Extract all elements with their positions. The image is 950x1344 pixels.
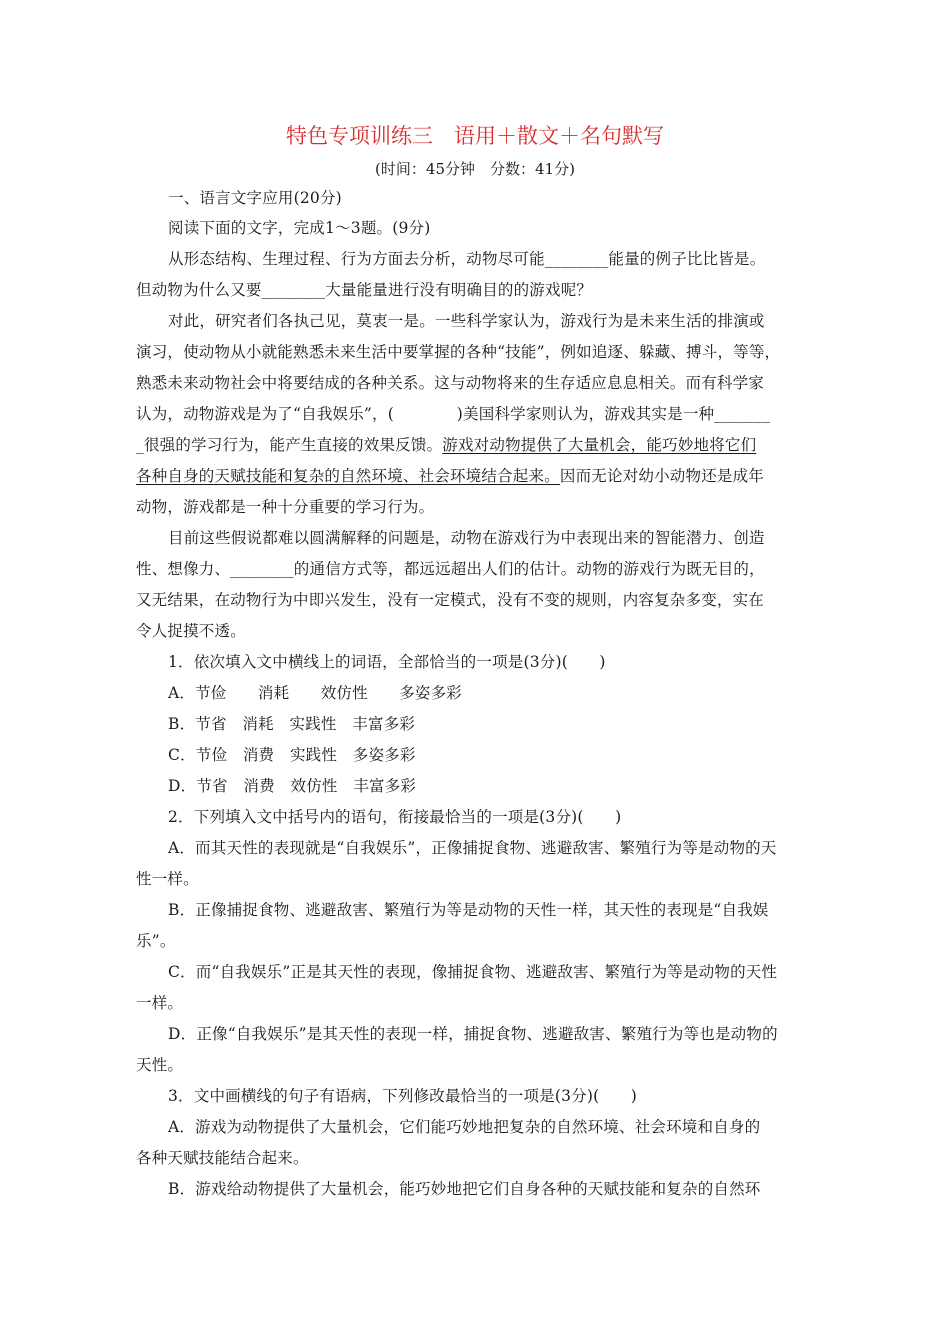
time-score-info: (时间：45分钟 分数：41分) xyxy=(375,160,575,178)
option-b: B．节省 消耗 实践性 丰富多彩 xyxy=(168,715,416,733)
passage-text: 因而无论对幼小动物还是成年 xyxy=(559,467,765,485)
option-d: D．节省 消费 效仿性 丰富多彩 xyxy=(168,777,417,795)
option-d: D．正像“自我娱乐”是其天性的表现一样，捕捉食物、逃避敌害、繁殖行为等也是动物的 xyxy=(168,1025,778,1043)
underlined-sentence: 游戏对动物提供了大量机会，能巧妙地将它们 xyxy=(442,436,757,454)
option-a: A．节俭 消耗 效仿性 多姿多彩 xyxy=(168,684,462,702)
reading-instruction: 阅读下面的文字，完成1～3题。(9分) xyxy=(168,219,431,237)
passage-line: 目前这些假说都难以圆满解释的问题是，动物在游戏行为中表现出来的智能潜力、创造 xyxy=(168,529,765,547)
passage-line: 从形态结构、生理过程、行为方面去分析，动物尽可能________能量的例子比比皆是。 xyxy=(168,250,766,268)
option-a: A．而其天性的表现就是“自我娱乐”，正像捕捉食物、逃避敌害、繁殖行为等是动物的天 xyxy=(168,839,777,857)
option-c-cont: 一样。 xyxy=(136,994,184,1012)
option-b: B．游戏给动物提供了大量机会，能巧妙地把它们自身各种的天赋技能和复杂的自然环 xyxy=(168,1180,761,1198)
question-1: 1．依次填入文中横线上的词语，全部恰当的一项是(3分)( ) xyxy=(168,653,606,671)
passage-line: 但动物为什么又要________大量能量进行没有明确目的的游戏呢？ xyxy=(136,281,593,299)
option-b: B．正像捕捉食物、逃避敌害、繁殖行为等是动物的天性一样，其天性的表现是“自我娱 xyxy=(168,901,769,919)
passage-text: _很强的学习行为，能产生直接的效果反馈。 xyxy=(136,436,443,454)
passage-line xyxy=(136,433,756,457)
question-2: 2．下列填入文中括号内的语句，衔接最恰当的一项是(3分)( ) xyxy=(168,808,622,826)
passage-line: 又无结果，在动物行为中即兴发生，没有一定模式，没有不变的规则，内容复杂多变，实在 xyxy=(136,591,765,609)
option-c: C．节俭 消费 实践性 多姿多彩 xyxy=(168,746,416,764)
option-b-cont: 乐”。 xyxy=(136,932,176,950)
option-a-cont: 性一样。 xyxy=(136,870,199,888)
passage-line: 认为，动物游戏是为了“自我娱乐”，( )美国科学家则认为，游戏其实是一种_______ xyxy=(136,405,770,423)
passage-line: 性、想像力、________的通信方式等，都远远超出人们的估计。动物的游戏行为既无目的， xyxy=(136,560,765,578)
passage-line: 演习，使动物从小就能熟悉未来生活中要掌握的各种“技能”，例如追逐、躲藏、搏斗，等等， xyxy=(136,343,781,361)
passage-line: 令人捉摸不透。 xyxy=(136,622,246,640)
passage-line xyxy=(136,464,764,488)
option-a-cont: 各种天赋技能结合起来。 xyxy=(136,1149,309,1167)
page-title: 特色专项训练三 语用＋散文＋名句默写 xyxy=(286,124,664,148)
option-d-cont: 天性。 xyxy=(136,1056,184,1074)
option-c: C．而“自我娱乐”正是其天性的表现，像捕捉食物、逃避敌害、繁殖行为等是动物的天性 xyxy=(168,963,778,981)
passage-line: 对此，研究者们各执己见，莫衷一是。一些科学家认为，游戏行为是未来生活的排演或 xyxy=(168,312,765,330)
section-heading: 一、语言文字应用(20分) xyxy=(168,189,342,207)
option-a: A．游戏为动物提供了大量机会，它们能巧妙地把复杂的自然环境、社会环境和自身的 xyxy=(168,1118,761,1136)
underlined-sentence: 各种自身的天赋技能和复杂的自然环境、社会环境结合起来。 xyxy=(136,467,560,485)
question-3: 3．文中画横线的句子有语病，下列修改最恰当的一项是(3分)( ) xyxy=(168,1087,638,1105)
passage-line: 动物，游戏都是一种十分重要的学习行为。 xyxy=(136,498,435,516)
passage-line: 熟悉未来动物社会中将要结成的各种关系。这与动物将来的生存适应息息相关。而有科学家 xyxy=(136,374,765,392)
